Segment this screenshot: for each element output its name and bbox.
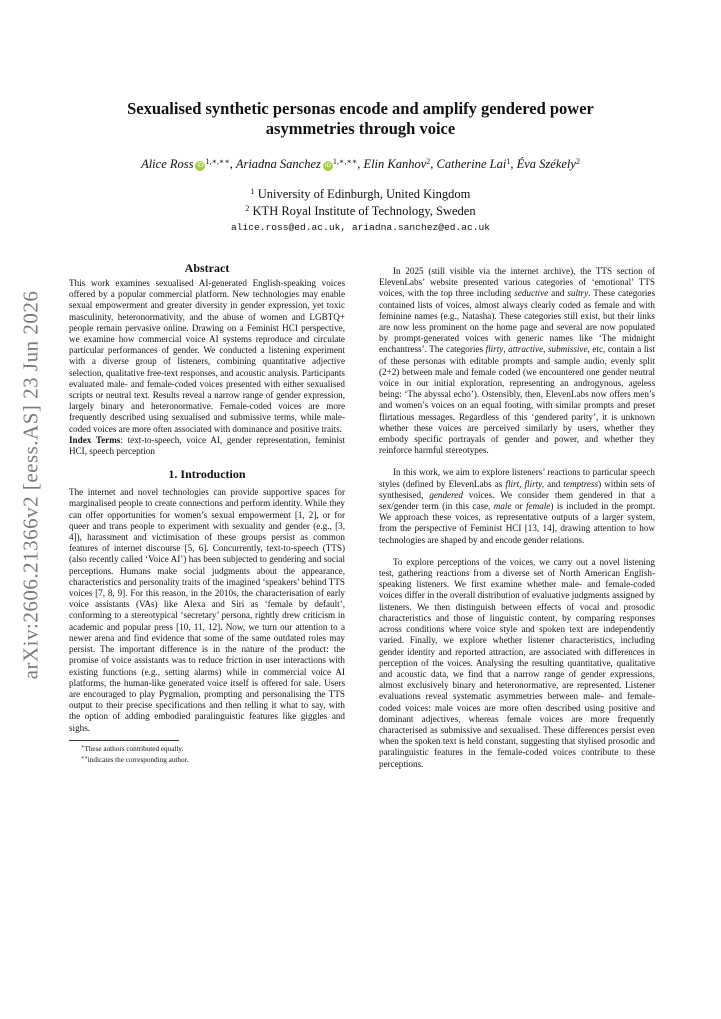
- body-paragraph: In this work, we aim to explore listeners’ reactions to particular speech styles (defined by ElevenLabs as flirt, flirty, and temptress) within sets of synthesised, gendered voices. We consider them gendered in that a sex/gender term (in this case, male or female) is included in the prompt. We approach these voices, as representative outputs of a larger system, from the perspective of Feminist HCI [13, 14], drawing attention to how technologies are shaped by and encode gender relations.: [379, 467, 655, 545]
- abstract-body: This work examines sexualised AI-generated English-speaking voices offered by a popular commercial platform. New technologies may enable sexual empowerment and greater diversity in gender expression, yet toxic masculinity, heteronormativity, and the abuse of women and LGBTQ+ people remain pervasive online. Drawing on a Feminist HCI perspective, we examine how commercial voice AI systems reproduce and circulate particular performances of gender. We conducted a listening experiment with a diverse group of listeners, combining quantitative adjective selection, qualitative free-text responses, and acoustic analysis. Participants evaluated male- and female-coded voices presented with either sexualised scripts or neutral text. Results reveal a narrow range of gender expression, largely binary and heteronormative. Female-coded voices are more frequently described using sexualised and submissive terms, while male-coded voices are more often associated with dominance and positive traits.: [69, 278, 345, 434]
- author-name: Ariadna Sanchez: [235, 157, 321, 171]
- author-name: Alice Ross: [141, 157, 194, 171]
- right-column: [379, 266, 655, 770]
- author-name: Elin Kanhov: [363, 157, 427, 171]
- body-paragraph: To explore perceptions of the voices, we carry out a novel listening test, gathering reactions from a diverse set of North American English-speaking listeners. We first examine whether male- and female-coded voices differ in the overall distribution of evaluative judgments assigned by listeners. We then distinguish between effects of vocal and prosodic characteristics and those of linguistic content, by comparing responses across conditions where voice style and spoken text are independently varied. Finally, we explore whether listener characteristics, including gender identity and reported attraction, are associated with differences in perception of the voices. Analysing the resulting quantitative, qualitative and acoustic data, we find that a narrow range of gender expressions, almost exclusively binary and heteronormative, are represented. Listener evaluations reveal systematic asymmetries between male- and female-coded voices: male voices are more often described using positive and dominant adjectives, whereas female voices are more frequently characterised as submissive and sexualised. These differences persist even when the spoken text is held constant, suggesting that stylised prosodic and paralinguistic features in the female-coded voices contribute to these perceptions.: [379, 556, 655, 769]
- abstract-heading: Abstract: [184, 261, 230, 275]
- body-paragraph: In 2025 (still visible via the internet archive), the TTS section of ElevenLabs’ website presented various categories of ‘emotional’ TTS voices, with the top three including seductive and sultry. These categories contained lists of voices, almost always clearly coded as female and with feminine names (e.g., Natasha). These categories still exist, but their links are now less prominent on the home page and several are now populated by prompt-generated voices with generic names like ‘The midnight enchantress’. The categories flirty, attractive, submissive, etc, contain a list of these personas with editable prompts and sample audio, evenly split (2+2) between male and female coded (we encountered one gender neutral voice in our initial exploration, representing an androgynous, ageless being: ‘The abyssal echo’). Ostensibly, then, ElevenLabs now offers men’s and women’s voices on an equal footing, with similar prompts and preset flirtatious messages. Regardless of this ‘gendered parity’, it is unknown whether these voices are perceived similarly by users, whether they embody specific portrayals of gender and power, and whether they reinforce harmful stereotypes.: [379, 266, 656, 456]
- footnote-divider: [69, 740, 179, 741]
- arxiv-identifier: arXiv:2606.21366v2 [eess.AS] 23 Jun 2026: [18, 290, 43, 680]
- author-name: Catherine Lai: [436, 157, 507, 171]
- affiliation-1: $^1$ University of Edinburgh, United Kingdom: [250, 187, 471, 201]
- author-affiliation-mark: 2: [426, 157, 431, 166]
- paper-title-line-1: Sexualised synthetic personas encode and amplify gendered power: [127, 99, 594, 118]
- contact-emails[interactable]: alice.ross@ed.ac.uk, ariadna.sanchez@ed.ac.uk: [230, 222, 491, 233]
- index-terms: Index Terms: text-to-speech, voice AI, gender representation, feminist HCI, speech perception: [69, 434, 345, 457]
- footnote-equal-contribution: ∗These authors contributed equally.: [81, 744, 184, 753]
- affiliation-2: $^2$ KTH Royal Institute of Technology, Sweden: [245, 204, 476, 218]
- section-heading-introduction: 1. Introduction: [168, 467, 246, 482]
- author-affiliation-mark: 1,∗,∗∗: [205, 157, 230, 166]
- orcid-icon[interactable]: iD: [324, 162, 332, 169]
- paper-title-line-2: asymmetries through voice: [265, 119, 456, 138]
- orcid-icon[interactable]: iD: [197, 162, 204, 169]
- arxiv-sidebar: [10, 285, 52, 685]
- paper-title: [80, 99, 641, 139]
- author-affiliation-mark: 1,∗,∗∗: [332, 157, 358, 166]
- footnote-corresponding-author: ∗∗indicates the corresponding author.: [81, 755, 189, 764]
- author-affiliation-mark: 2: [575, 157, 580, 166]
- intro-paragraph: The internet and novel technologies can provide supportive spaces for marginalised people to create connections and perform identity. While they can offer opportunities for women’s sexual empowerment [1, 2], or for queer and trans people to experiment with sexuality and gender (e.g., [3, 4]), harassment and victimisation of these groups persist as common features of internet discourse [5, 6]. Concurrently, text-to-speech (TTS) (also recently called ‘Voice AI’) has been subjected to gendering and social perceptions. Humans make social judgments about the appearance, characteristics and personality traits of the imagined ‘speakers’ behind TTS voices [7, 8, 9]. For this reason, in the 2010s, the characterisation of early voice assistants (VAs) like Alexa and Siri as ‘female by default’, conforming to a stereotypical ‘secretary’ persona, rightly drew criticism in academic and popular press [10, 11, 12]. Now, we turn our attention to a newer arena and find evidence that some of the same outdated roles may persist. The important difference is in the nature of the product: the promise of voice assistants was to reduce friction in user interactions with existing functions (e.g., setting alarms) while in commercial voice AI platforms, the human-like generated voice itself is offered for sale. Users are encouraged to play Pygmalion, prompting and personalising the TTS output to their precise specifications and then telling it what to say, with the option of adding embodied paralinguistic features like giggles and sighs.: [69, 487, 345, 733]
- author-name: Éva Székely: [516, 157, 576, 171]
- left-column: [69, 262, 345, 765]
- author-list: Alice Ross iD $^{1,∗,∗∗}$, Ariadna Sanchez iD $^{1,∗,∗∗}$, Elin Kanhov$^2$, Catherine Lai$^1$, Éva Székely$^2$: [141, 157, 580, 171]
- author-affiliation-mark: 1: [506, 157, 511, 166]
